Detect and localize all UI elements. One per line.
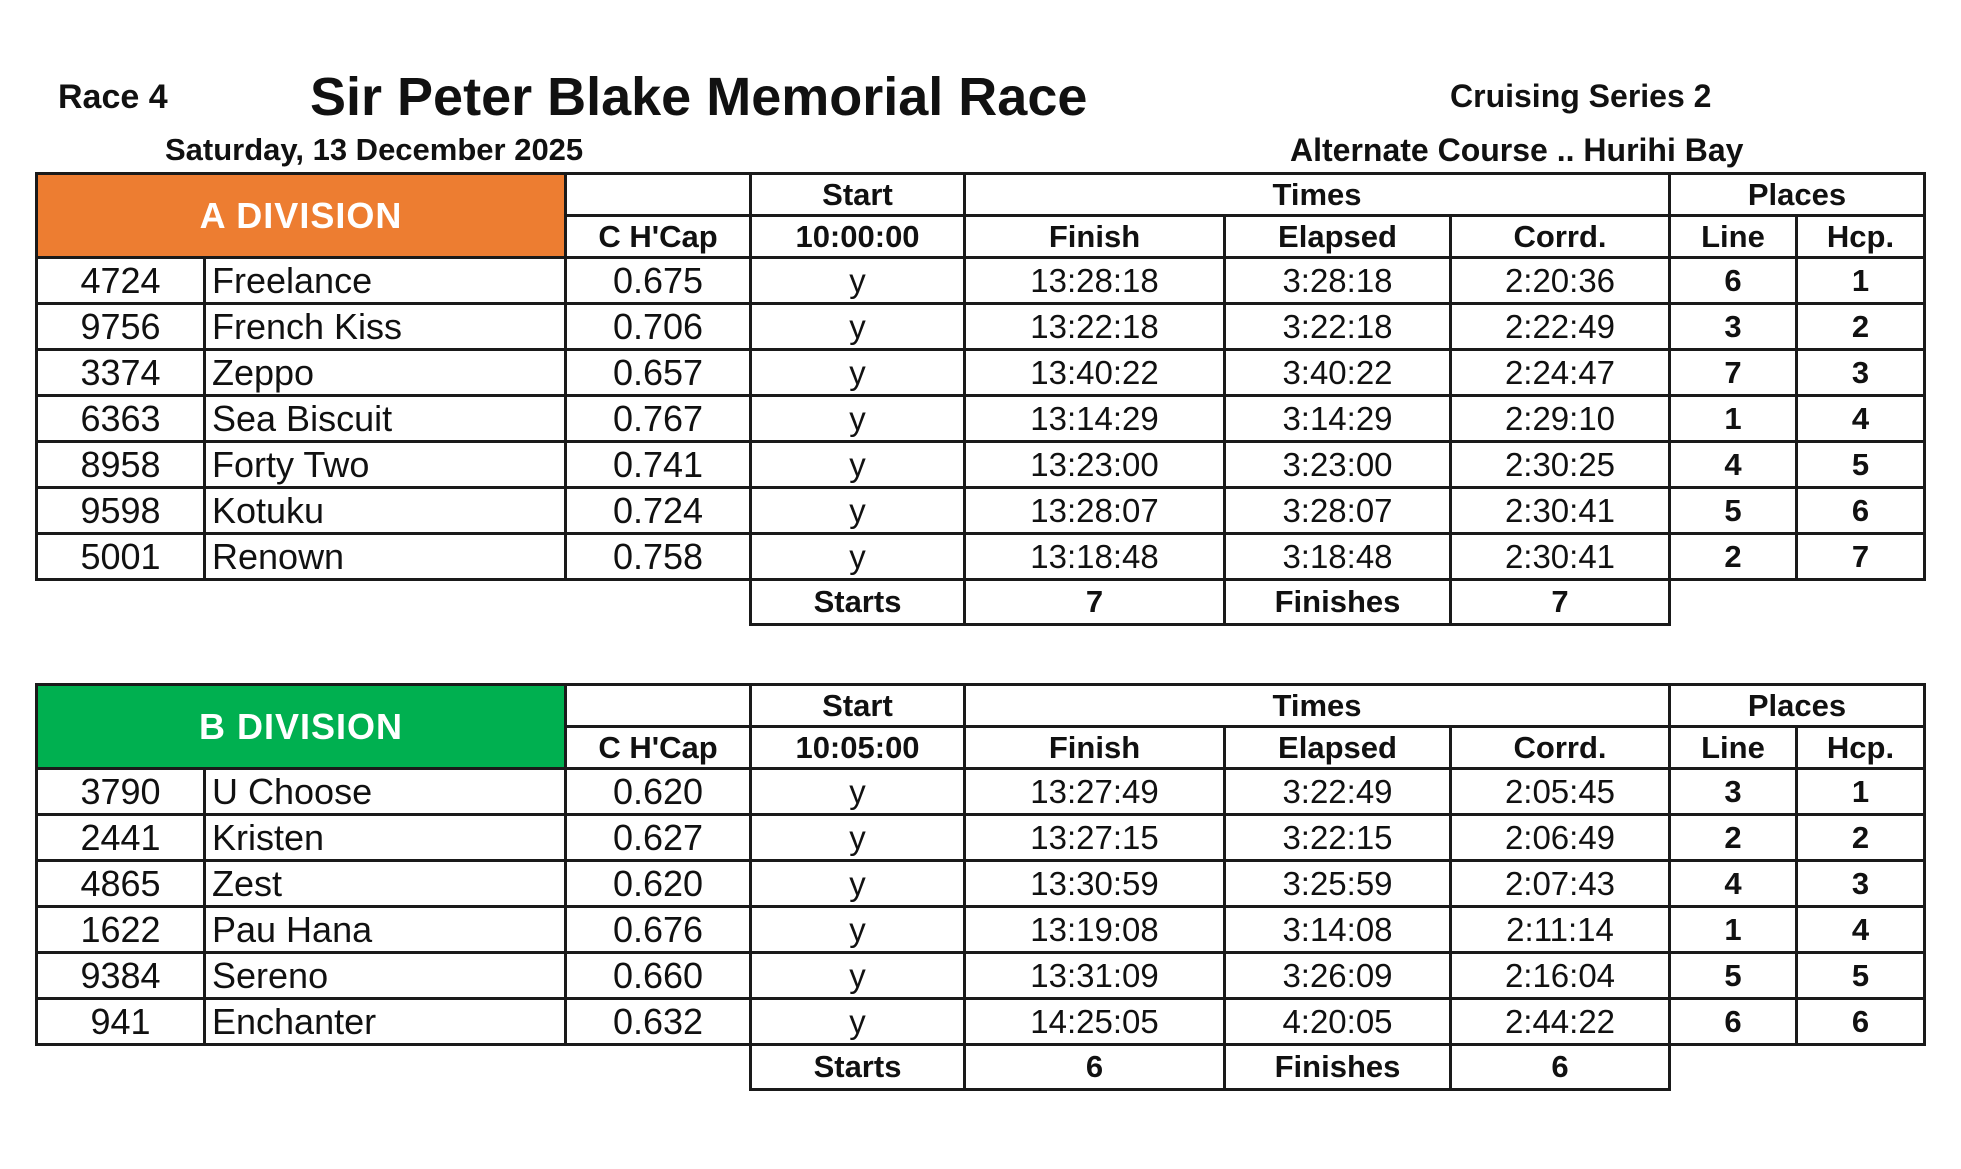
line-place: 7 — [1670, 350, 1797, 396]
corrected-time: 2:20:36 — [1451, 258, 1670, 304]
start-flag: y — [751, 861, 965, 907]
corrected-time: 2:30:25 — [1451, 442, 1670, 488]
start-flag: y — [751, 442, 965, 488]
corrected-time: 2:30:41 — [1451, 488, 1670, 534]
elapsed-time: 3:26:09 — [1225, 953, 1451, 999]
start-flag: y — [751, 907, 965, 953]
elapsed-time: 3:22:18 — [1225, 304, 1451, 350]
finish-time: 13:28:18 — [965, 258, 1225, 304]
finishes-count: 6 — [1451, 1045, 1670, 1090]
boat-name: Freelance — [205, 258, 566, 304]
table-row — [37, 396, 1925, 442]
corrected-time: 2:29:10 — [1451, 396, 1670, 442]
starts-label: Starts — [751, 580, 965, 625]
finish-time: 13:28:07 — [965, 488, 1225, 534]
corrected-time: 2:44:22 — [1451, 999, 1670, 1045]
footer-spacer — [37, 580, 751, 625]
table-row — [37, 442, 1925, 488]
division-title: A DIVISION — [37, 174, 566, 258]
line-place: 4 — [1670, 861, 1797, 907]
header-spacer — [566, 174, 751, 216]
line-place: 5 — [1670, 953, 1797, 999]
b-division-results-table — [35, 683, 1926, 1091]
boat-name: Kristen — [205, 815, 566, 861]
table-row — [37, 258, 1925, 304]
start-flag: y — [751, 350, 965, 396]
line-place: 4 — [1670, 442, 1797, 488]
corrected-header: Corrd. — [1451, 727, 1670, 769]
hcp-header: Hcp. — [1797, 216, 1925, 258]
chcap-value: 0.724 — [566, 488, 751, 534]
chcap-value: 0.632 — [566, 999, 751, 1045]
finish-time: 13:18:48 — [965, 534, 1225, 580]
elapsed-time: 3:23:00 — [1225, 442, 1451, 488]
sail-number: 3790 — [37, 769, 205, 815]
start-flag: y — [751, 488, 965, 534]
boat-name: French Kiss — [205, 304, 566, 350]
boat-name: Sereno — [205, 953, 566, 999]
table-row — [37, 815, 1925, 861]
elapsed-header: Elapsed — [1225, 727, 1451, 769]
course-label: Alternate Course .. Hurihi Bay — [1290, 132, 1744, 168]
table-row — [37, 769, 1925, 815]
corrected-time: 2:07:43 — [1451, 861, 1670, 907]
finishes-label: Finishes — [1225, 580, 1451, 625]
sail-number: 2441 — [37, 815, 205, 861]
finish-time: 14:25:05 — [965, 999, 1225, 1045]
start-header: Start — [751, 685, 965, 727]
elapsed-time: 3:22:49 — [1225, 769, 1451, 815]
elapsed-time: 3:28:07 — [1225, 488, 1451, 534]
boat-name: Pau Hana — [205, 907, 566, 953]
line-place: 1 — [1670, 907, 1797, 953]
hcp-place: 2 — [1797, 304, 1925, 350]
start-time: 10:00:00 — [751, 216, 965, 258]
sail-number: 5001 — [37, 534, 205, 580]
elapsed-time: 3:40:22 — [1225, 350, 1451, 396]
hcp-place: 7 — [1797, 534, 1925, 580]
start-flag: y — [751, 953, 965, 999]
chcap-value: 0.758 — [566, 534, 751, 580]
hcp-place: 3 — [1797, 350, 1925, 396]
finishes-count: 7 — [1451, 580, 1670, 625]
table-row — [37, 999, 1925, 1045]
elapsed-time: 3:28:18 — [1225, 258, 1451, 304]
starts-label: Starts — [751, 1045, 965, 1090]
sail-number: 9598 — [37, 488, 205, 534]
corrected-header: Corrd. — [1451, 216, 1670, 258]
chcap-value: 0.660 — [566, 953, 751, 999]
finish-time: 13:14:29 — [965, 396, 1225, 442]
places-header: Places — [1670, 685, 1925, 727]
start-header: Start — [751, 174, 965, 216]
hcp-place: 6 — [1797, 488, 1925, 534]
hcp-place: 5 — [1797, 953, 1925, 999]
corrected-time: 2:16:04 — [1451, 953, 1670, 999]
hcp-place: 5 — [1797, 442, 1925, 488]
chcap-value: 0.620 — [566, 861, 751, 907]
boat-name: Sea Biscuit — [205, 396, 566, 442]
elapsed-time: 4:20:05 — [1225, 999, 1451, 1045]
sail-number: 6363 — [37, 396, 205, 442]
table-row — [37, 953, 1925, 999]
times-header: Times — [965, 685, 1670, 727]
race-date: Saturday, 13 December 2025 — [165, 132, 584, 167]
chcap-header: C H'Cap — [566, 727, 751, 769]
finish-time: 13:27:15 — [965, 815, 1225, 861]
hcp-place: 4 — [1797, 396, 1925, 442]
line-place: 1 — [1670, 396, 1797, 442]
sail-number: 4724 — [37, 258, 205, 304]
corrected-time: 2:11:14 — [1451, 907, 1670, 953]
sail-number: 9756 — [37, 304, 205, 350]
chcap-value: 0.741 — [566, 442, 751, 488]
boat-name: Kotuku — [205, 488, 566, 534]
sail-number: 8958 — [37, 442, 205, 488]
boat-name: Renown — [205, 534, 566, 580]
series-label: Cruising Series 2 — [1450, 78, 1712, 114]
times-header: Times — [965, 174, 1670, 216]
boat-name: Zeppo — [205, 350, 566, 396]
finish-time: 13:27:49 — [965, 769, 1225, 815]
corrected-time: 2:30:41 — [1451, 534, 1670, 580]
table-row — [37, 534, 1925, 580]
chcap-header: C H'Cap — [566, 216, 751, 258]
line-header: Line — [1670, 216, 1797, 258]
hcp-place: 3 — [1797, 861, 1925, 907]
chcap-value: 0.767 — [566, 396, 751, 442]
finish-time: 13:19:08 — [965, 907, 1225, 953]
race-number: Race 4 — [58, 78, 168, 116]
chcap-value: 0.657 — [566, 350, 751, 396]
finish-time: 13:30:59 — [965, 861, 1225, 907]
boat-name: Forty Two — [205, 442, 566, 488]
chcap-value: 0.706 — [566, 304, 751, 350]
table-row — [37, 861, 1925, 907]
corrected-time: 2:05:45 — [1451, 769, 1670, 815]
start-flag: y — [751, 769, 965, 815]
start-flag: y — [751, 396, 965, 442]
elapsed-time: 3:18:48 — [1225, 534, 1451, 580]
places-header: Places — [1670, 174, 1925, 216]
finish-time: 13:31:09 — [965, 953, 1225, 999]
chcap-value: 0.676 — [566, 907, 751, 953]
start-flag: y — [751, 304, 965, 350]
line-place: 6 — [1670, 258, 1797, 304]
chcap-value: 0.627 — [566, 815, 751, 861]
elapsed-time: 3:14:29 — [1225, 396, 1451, 442]
sail-number: 941 — [37, 999, 205, 1045]
footer-spacer — [1670, 580, 1925, 625]
corrected-time: 2:22:49 — [1451, 304, 1670, 350]
boat-name: Enchanter — [205, 999, 566, 1045]
elapsed-time: 3:25:59 — [1225, 861, 1451, 907]
hcp-place: 6 — [1797, 999, 1925, 1045]
division-title: B DIVISION — [37, 685, 566, 769]
line-place: 3 — [1670, 769, 1797, 815]
start-flag: y — [751, 999, 965, 1045]
finish-time: 13:23:00 — [965, 442, 1225, 488]
table-row — [37, 488, 1925, 534]
corrected-time: 2:24:47 — [1451, 350, 1670, 396]
footer-spacer — [37, 1045, 751, 1090]
line-header: Line — [1670, 727, 1797, 769]
start-time: 10:05:00 — [751, 727, 965, 769]
finish-time: 13:22:18 — [965, 304, 1225, 350]
line-place: 5 — [1670, 488, 1797, 534]
hcp-place: 1 — [1797, 258, 1925, 304]
hcp-place: 1 — [1797, 769, 1925, 815]
elapsed-time: 3:14:08 — [1225, 907, 1451, 953]
boat-name: Zest — [205, 861, 566, 907]
line-place: 3 — [1670, 304, 1797, 350]
sail-number: 4865 — [37, 861, 205, 907]
sail-number: 9384 — [37, 953, 205, 999]
line-place: 6 — [1670, 999, 1797, 1045]
starts-count: 7 — [965, 580, 1225, 625]
finishes-label: Finishes — [1225, 1045, 1451, 1090]
footer-spacer — [1670, 1045, 1925, 1090]
hcp-place: 2 — [1797, 815, 1925, 861]
a-division-results-table — [35, 172, 1926, 626]
table-row — [37, 350, 1925, 396]
starts-count: 6 — [965, 1045, 1225, 1090]
line-place: 2 — [1670, 815, 1797, 861]
start-flag: y — [751, 258, 965, 304]
table-row — [37, 907, 1925, 953]
chcap-value: 0.620 — [566, 769, 751, 815]
hcp-place: 4 — [1797, 907, 1925, 953]
sail-number: 1622 — [37, 907, 205, 953]
chcap-value: 0.675 — [566, 258, 751, 304]
page-title: Sir Peter Blake Memorial Race — [310, 67, 1088, 127]
finish-header: Finish — [965, 216, 1225, 258]
boat-name: U Choose — [205, 769, 566, 815]
finish-header: Finish — [965, 727, 1225, 769]
line-place: 2 — [1670, 534, 1797, 580]
elapsed-time: 3:22:15 — [1225, 815, 1451, 861]
start-flag: y — [751, 815, 965, 861]
elapsed-header: Elapsed — [1225, 216, 1451, 258]
sail-number: 3374 — [37, 350, 205, 396]
header-spacer — [566, 685, 751, 727]
finish-time: 13:40:22 — [965, 350, 1225, 396]
start-flag: y — [751, 534, 965, 580]
corrected-time: 2:06:49 — [1451, 815, 1670, 861]
hcp-header: Hcp. — [1797, 727, 1925, 769]
table-row — [37, 304, 1925, 350]
